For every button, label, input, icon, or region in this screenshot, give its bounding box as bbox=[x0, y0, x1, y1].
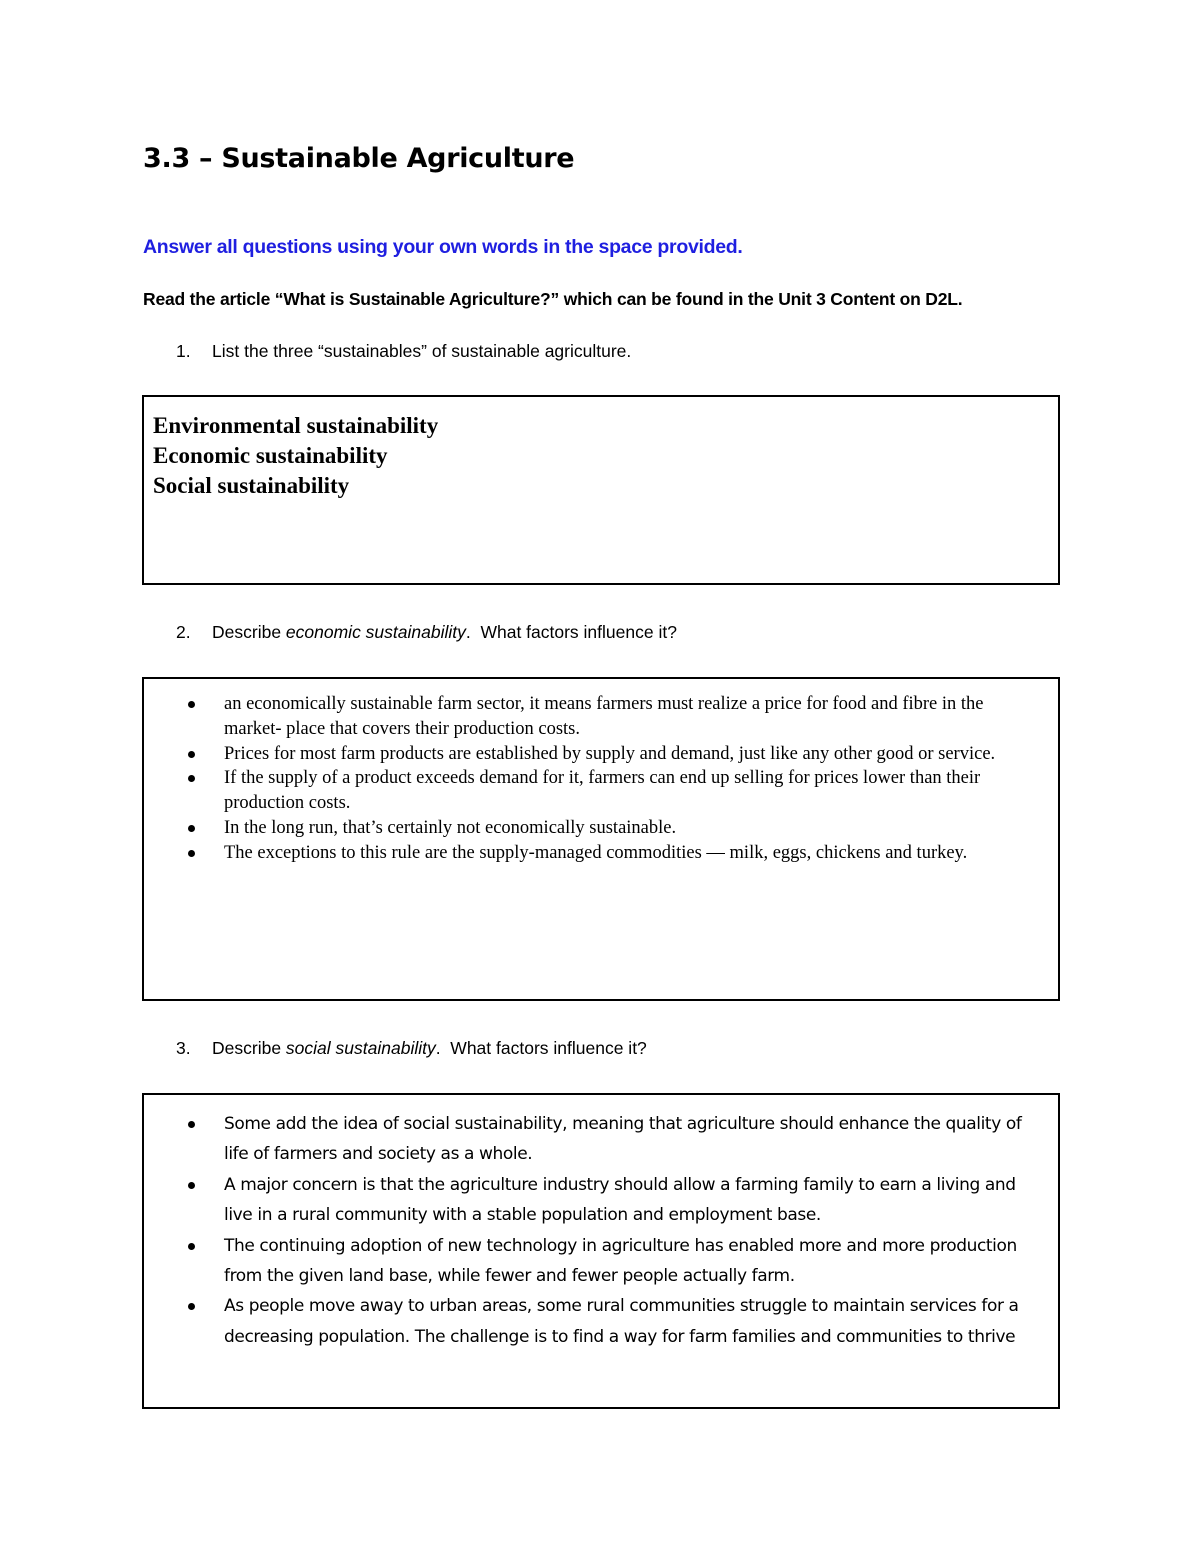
question-text: List the three “sustainables” of sustainable agriculture. bbox=[212, 341, 632, 361]
list-item-text: an economically sustainable farm sector, it means farmers must realize a price for food and fibre in the market- place that covers their production costs. bbox=[224, 694, 984, 739]
list-item-text: Prices for most farm products are established by supply and demand, just like any other good or service. bbox=[224, 743, 996, 764]
bullet-icon bbox=[188, 701, 195, 708]
question-suffix: . What factors influence it? bbox=[435, 1038, 647, 1058]
list-item bbox=[144, 1170, 1058, 1231]
answer-list bbox=[144, 1095, 1058, 1352]
bullet-icon bbox=[188, 775, 195, 782]
list-item bbox=[144, 1109, 1058, 1170]
answer-list bbox=[144, 397, 1058, 501]
answer-box-1[interactable] bbox=[142, 395, 1060, 585]
list-item bbox=[144, 1231, 1058, 1292]
instruction-text: Answer all questions using your own words in the space provided. bbox=[143, 236, 743, 258]
list-item-text: If the supply of a product exceeds demand for it, farmers can end up selling for prices lower than their production costs. bbox=[224, 768, 981, 814]
question-emphasis: economic sustainability bbox=[285, 622, 466, 642]
question-emphasis: social sustainability bbox=[285, 1038, 436, 1058]
answer-list bbox=[144, 679, 1058, 866]
answer-box-2[interactable] bbox=[142, 677, 1060, 1001]
bullet-icon bbox=[188, 1303, 195, 1310]
list-item bbox=[144, 816, 1058, 841]
list-item bbox=[144, 742, 1058, 767]
page-title: 3.3 – Sustainable Agriculture bbox=[143, 143, 575, 174]
bullet-icon bbox=[188, 1182, 195, 1189]
list-item-text: In the long run, that’s certainly not economically sustainable. bbox=[224, 817, 677, 838]
question-1 bbox=[176, 341, 631, 362]
bullet-icon bbox=[188, 1243, 195, 1250]
question-number: 3. bbox=[176, 1038, 191, 1058]
list-item bbox=[144, 692, 1058, 742]
question-prefix: Describe bbox=[212, 622, 286, 642]
question-text bbox=[212, 1038, 647, 1059]
bullet-icon bbox=[188, 751, 195, 758]
list-item-text: As people move away to urban areas, some rural communities struggle to maintain services for a decreasing population. The challenge is to find a way for farm families and communities to thrive bbox=[224, 1296, 1019, 1347]
question-2 bbox=[176, 622, 677, 643]
question-prefix: Describe bbox=[212, 1038, 286, 1058]
question-number: 2. bbox=[176, 622, 191, 642]
list-item: Social sustainability bbox=[153, 473, 350, 498]
list-item: Economic sustainability bbox=[153, 443, 388, 468]
question-number: 1. bbox=[176, 341, 191, 361]
list-item-text: Some add the idea of social sustainability, meaning that agriculture should enhance the quality of life of farmers and society as a whole. bbox=[224, 1114, 1022, 1165]
bullet-icon bbox=[188, 850, 195, 857]
bullet-icon bbox=[188, 1121, 195, 1128]
list-item bbox=[144, 766, 1058, 816]
list-item: Environmental sustainability bbox=[153, 413, 439, 438]
question-3 bbox=[176, 1038, 647, 1059]
reading-note: Read the article “What is Sustainable Agriculture?” which can be found in the Unit 3 Content on D2L. bbox=[143, 289, 963, 309]
question-suffix: . What factors influence it? bbox=[465, 622, 677, 642]
list-item bbox=[144, 1291, 1058, 1352]
list-item bbox=[144, 841, 1058, 866]
list-item-text: The exceptions to this rule are the supply-managed commodities — milk, eggs, chickens and turkey. bbox=[224, 842, 968, 863]
list-item-text: A major concern is that the agriculture industry should allow a farming family to earn a living and live in a rural community with a stable population and employment base. bbox=[224, 1174, 1016, 1226]
question-text bbox=[212, 622, 677, 643]
list-item-text: The continuing adoption of new technology in agriculture has enabled more and more production from the given land base, while fewer and fewer people actually farm. bbox=[224, 1235, 1017, 1287]
answer-box-3[interactable] bbox=[142, 1093, 1060, 1409]
bullet-icon bbox=[188, 825, 195, 832]
